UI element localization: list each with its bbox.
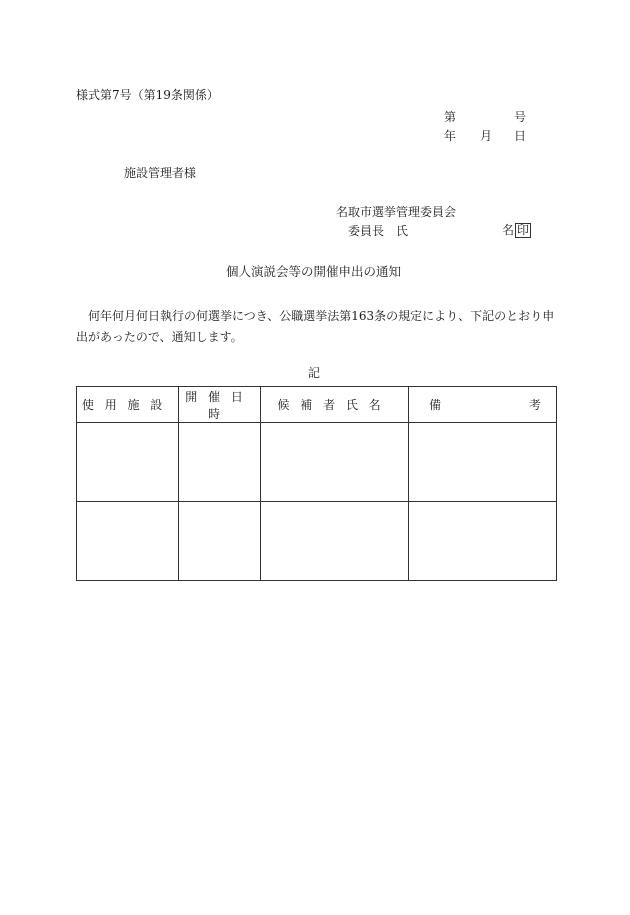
table-cell	[77, 502, 179, 581]
table-row	[77, 423, 557, 502]
number-prefix: 第	[444, 110, 457, 124]
addressee: 施設管理者様	[124, 166, 197, 180]
table-cell	[261, 502, 409, 581]
body-line-1: 何年何月何日執行の何選挙につき、公職選挙法第163条の規定により、下記のとおり申	[88, 309, 555, 323]
form-label: 様式第7号（第19条関係）	[76, 88, 219, 102]
record-heading: 記	[308, 366, 321, 380]
notice-table	[76, 386, 557, 581]
table-cell	[261, 423, 409, 502]
remarks-char-2: 考	[529, 398, 542, 412]
document-title: 個人演説会等の開催申出の通知	[226, 264, 402, 279]
date-year: 年	[444, 129, 457, 143]
date-month: 月	[480, 129, 493, 143]
name-suffix: 名	[502, 223, 515, 237]
table-cell	[409, 423, 557, 502]
table-row	[77, 502, 557, 581]
table-cell	[179, 502, 261, 581]
table-cell	[77, 423, 179, 502]
table-header-row	[77, 387, 557, 423]
table-cell	[409, 502, 557, 581]
sender-title: 委員長 氏	[348, 224, 409, 238]
header-remarks	[409, 387, 557, 423]
table-cell	[179, 423, 261, 502]
sender-organization: 名取市選挙管理委員会	[336, 205, 457, 219]
date-day: 日	[514, 129, 527, 143]
sender-name-field	[502, 223, 531, 238]
header-facility: 使用施設	[77, 387, 179, 423]
body-line-2: 出があったので、通知します。	[76, 330, 243, 344]
seal-mark: 印	[517, 223, 530, 237]
remarks-char-1: 備	[429, 398, 442, 412]
number-suffix: 号	[514, 110, 527, 124]
header-datetime: 開催日時	[179, 387, 261, 423]
header-candidate: 候補者氏名	[261, 387, 409, 423]
